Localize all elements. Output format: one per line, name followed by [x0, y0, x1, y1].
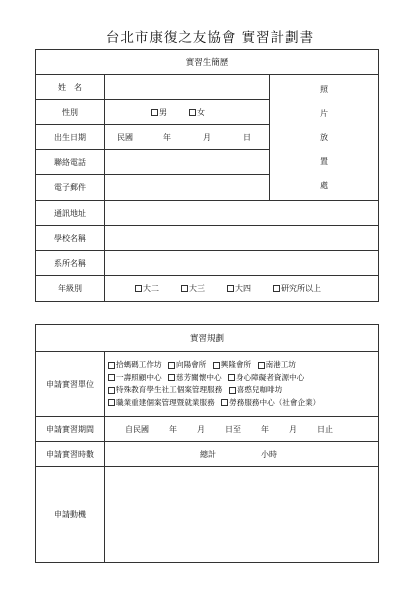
- unit-option[interactable]: 一壽照顧中心: [108, 372, 162, 385]
- period-label: 申請實習期間: [36, 417, 105, 442]
- checkbox-icon[interactable]: [181, 285, 188, 292]
- photo-char: 置: [320, 156, 328, 166]
- email-field[interactable]: [105, 175, 270, 201]
- motive-label: 申請動機: [36, 467, 105, 563]
- checkbox-icon[interactable]: [135, 285, 142, 292]
- school-field[interactable]: [105, 226, 379, 251]
- photo-char: 處: [320, 180, 328, 190]
- dept-label: 系所名稱: [36, 251, 105, 276]
- resume-table: [35, 49, 379, 302]
- unit-option[interactable]: 慈芳關懷中心: [168, 372, 222, 385]
- gender-option-female[interactable]: 女: [189, 107, 205, 118]
- checkbox-icon[interactable]: [108, 387, 115, 394]
- address-label: 通訊地址: [36, 201, 105, 226]
- birth-label: 出生日期: [36, 125, 105, 150]
- gender-field: [105, 100, 270, 125]
- unit-option[interactable]: 向陽會所: [168, 359, 206, 372]
- grade-option[interactable]: 大四: [227, 283, 251, 294]
- grade-label: 年級別: [36, 276, 105, 302]
- email-label: 電子郵件: [36, 175, 105, 201]
- unit-label: 申請實習單位: [36, 352, 105, 417]
- grade-option[interactable]: 大二: [135, 283, 159, 294]
- unit-option[interactable]: 特殊教育學生社工個案管理服務: [108, 384, 222, 397]
- name-label: 姓 名: [36, 75, 105, 100]
- phone-field[interactable]: [105, 150, 270, 175]
- checkbox-icon[interactable]: [108, 399, 115, 406]
- unit-option[interactable]: 喜憨兒咖啡坊: [229, 384, 283, 397]
- checkbox-icon[interactable]: [221, 399, 228, 406]
- unit-options: [105, 352, 379, 417]
- hours-label: 申請實習時數: [36, 442, 105, 467]
- phone-label: 聯絡電話: [36, 150, 105, 175]
- dept-field[interactable]: [105, 251, 379, 276]
- checkbox-icon[interactable]: [189, 109, 196, 116]
- page-title: 台北市康復之友協會 實習計劃書: [105, 30, 315, 46]
- checkbox-icon[interactable]: [227, 285, 234, 292]
- photo-char: 照: [320, 84, 328, 94]
- unit-option[interactable]: 勞務服務中心（社會企業）: [221, 397, 320, 410]
- checkbox-icon[interactable]: [108, 374, 115, 381]
- photo-area[interactable]: [270, 75, 379, 201]
- hours-field[interactable]: 總計 小時: [105, 442, 379, 467]
- checkbox-icon[interactable]: [228, 374, 235, 381]
- unit-option[interactable]: 興隆會所: [213, 359, 251, 372]
- school-label: 學校名稱: [36, 226, 105, 251]
- unit-option[interactable]: 身心障礙者資源中心: [228, 372, 304, 385]
- checkbox-icon[interactable]: [168, 362, 175, 369]
- plan-header: 實習規劃: [36, 325, 379, 352]
- gender-label: 性別: [36, 100, 105, 125]
- address-field[interactable]: [105, 201, 379, 226]
- unit-line: [108, 397, 375, 410]
- checkbox-icon[interactable]: [151, 109, 158, 116]
- unit-line: [108, 372, 375, 385]
- checkbox-icon[interactable]: [213, 362, 220, 369]
- checkbox-icon[interactable]: [229, 387, 236, 394]
- birth-field[interactable]: 民國 年 月 日: [105, 125, 270, 150]
- resume-header: 實習生簡歷: [36, 50, 379, 75]
- unit-line: [108, 359, 375, 372]
- checkbox-icon[interactable]: [273, 285, 280, 292]
- grade-option[interactable]: 大三: [181, 283, 205, 294]
- plan-table: [35, 324, 379, 563]
- photo-char: 片: [320, 108, 328, 118]
- checkbox-icon[interactable]: [168, 374, 175, 381]
- unit-option[interactable]: 拾螞碼工作坊: [108, 359, 162, 372]
- unit-option[interactable]: 南港工坊: [258, 359, 296, 372]
- name-field[interactable]: [105, 75, 270, 100]
- period-field[interactable]: 自民國 年 月 日至 年 月 日止: [105, 417, 379, 442]
- checkbox-icon[interactable]: [258, 362, 265, 369]
- gender-option-male[interactable]: 男: [151, 107, 167, 118]
- unit-option[interactable]: 職業重建個案管理暨就業服務: [108, 397, 215, 410]
- motive-field[interactable]: [105, 467, 379, 563]
- photo-char: 放: [320, 132, 328, 142]
- unit-line: [108, 384, 375, 397]
- grade-option[interactable]: 研究所以上: [273, 283, 321, 294]
- checkbox-icon[interactable]: [108, 362, 115, 369]
- grade-field: [105, 276, 379, 302]
